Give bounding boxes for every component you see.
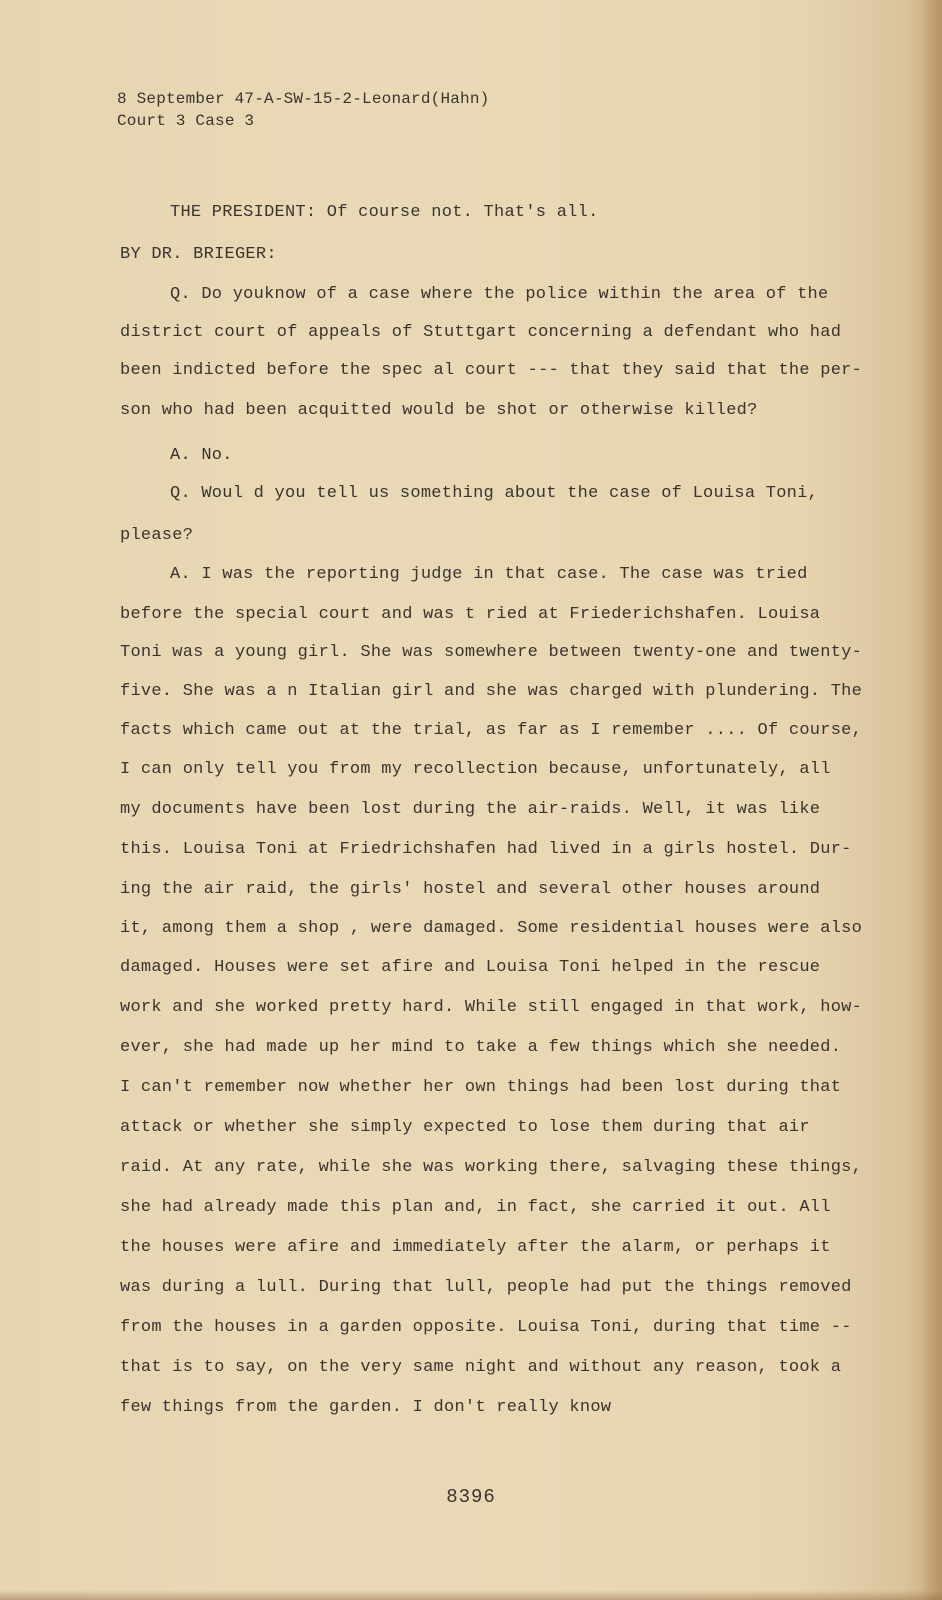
text-line: been indicted before the spec al court --- that they said that the per- [120,361,863,380]
text-line: THE PRESIDENT: Of course not. That's all. [170,203,599,222]
page-bottom-shadow [0,1590,942,1600]
text-line: the houses were afire and immediately after the alarm, or perhaps it [120,1238,831,1257]
text-line: work and she worked pretty hard. While still engaged in that work, how- [120,998,863,1017]
text-line: few things from the garden. I don't really know [120,1398,612,1417]
text-line: BY DR. BRIEGER: [120,245,277,264]
text-line: Q. Do youknow of a case where the police within the area of the [170,285,829,304]
text-line: attack or whether she simply expected to lose them during that air [120,1118,810,1137]
text-line: that is to say, on the very same night and without any reason, took a [120,1358,842,1377]
text-line: I can't remember now whether her own things had been lost during that [120,1078,842,1097]
page-number: 8396 [446,1486,496,1508]
text-line: it, among them a shop , were damaged. Some residential houses were also [120,919,863,938]
text-line: from the houses in a garden opposite. Louisa Toni, during that time -- [120,1318,852,1337]
header-court-line: Court 3 Case 3 [117,112,255,130]
page-edge-shadow [920,0,942,1600]
text-line: son who had been acquitted would be shot or otherwise killed? [120,401,758,420]
text-line: A. No. [170,446,233,465]
text-line: was during a lull. During that lull, people had put the things removed [120,1278,852,1297]
text-line: please? [120,526,194,545]
text-line: this. Louisa Toni at Friedrichshafen had lived in a girls hostel. Dur- [120,840,852,859]
text-line: district court of appeals of Stuttgart concerning a defendant who had [120,323,842,342]
text-line: before the special court and was t ried at Friederichshafen. Louisa [120,605,821,624]
text-line: five. She was a n Italian girl and she was charged with plundering. The [120,682,863,701]
document-header [117,88,489,132]
text-line: Toni was a young girl. She was somewhere between twenty-one and twenty- [120,643,863,662]
text-line: she had already made this plan and, in fact, she carried it out. All [120,1198,831,1217]
text-line: ing the air raid, the girls' hostel and several other houses around [120,880,821,899]
text-line: damaged. Houses were set afire and Louisa Toni helped in the rescue [120,958,821,977]
text-line: my documents have been lost during the air-raids. Well, it was like [120,800,821,819]
header-date-line: 8 September 47-A-SW-15-2-Leonard(Hahn) [117,90,490,108]
text-line: I can only tell you from my recollection because, unfortunately, all [120,760,831,779]
text-line: A. I was the reporting judge in that case. The case was tried [170,565,808,584]
text-line: ever, she had made up her mind to take a few things which she needed. [120,1038,842,1057]
text-line: raid. At any rate, while she was working there, salvaging these things, [120,1158,863,1177]
text-line: facts which came out at the trial, as far as I remember .... Of course, [120,721,863,740]
text-line: Q. Woul d you tell us something about the case of Louisa Toni, [170,484,819,503]
